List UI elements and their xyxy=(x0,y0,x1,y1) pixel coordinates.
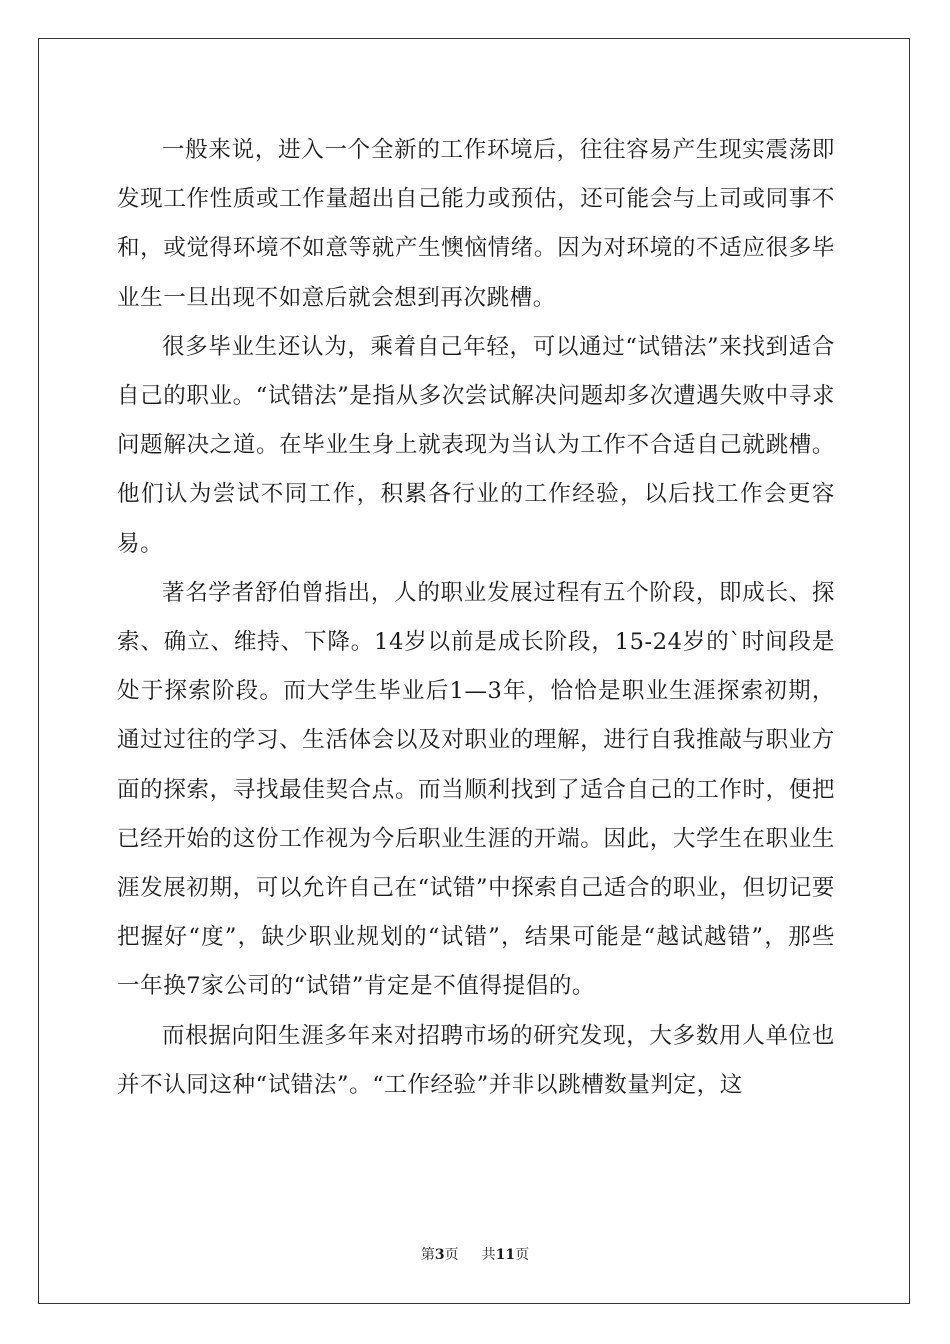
total-suffix: 页 xyxy=(515,1247,530,1263)
total-prefix: 共 xyxy=(481,1247,496,1263)
total-pages: 11 xyxy=(495,1247,516,1263)
paragraph-2: 很多毕业生还认为，乘着自己年轻，可以通过“试错法”来找到适合自己的职业。“试错法”是指从多次尝试解决问题却多次遭遇失败中寻求问题解决之道。在毕业生身上就表现为当认为工作不合适自己就跳槽。他们认为尝试不同工作，积累各行业的工作经验，以后找工作会更容易。 xyxy=(117,333,835,557)
paragraph-1: 一般来说，进入一个全新的工作环境后，往往容易产生现实震荡即发现工作性质或工作量超出自己能力或预估，还可能会与上司或同事不和，或觉得环境不如意等就产生懊恼情绪。因为对环境的不适应很多毕业生一旦出现不如意后就会想到再次跳槽。 xyxy=(117,137,835,311)
page-footer xyxy=(0,1244,950,1264)
paragraph-3: 著名学者舒伯曾指出，人的职业发展过程有五个阶段，即成长、探索、确立、维持、下降。14岁以前是成长阶段，15-24岁的`时间段是处于探索阶段。而大学生毕业后1—3年，恰恰是职业生涯探索初期，通过过往的学习、生活体会以及对职业的理解，进行自我推敲与职业方面的探索，寻找最佳契合点。而当顺利找到了适合自己的工作时，便把已经开始的这份工作视为今后职业生涯的开端。因此，大学生在职业生涯发展初期，可以允许自己在“试错”中探索自己适合的职业，但切记要把握好“度”，缺少职业规划的“试错”，结果可能是“越试越错”，那些一年换7家公司的“试错”肯定是不值得提倡的。 xyxy=(117,579,835,1000)
page-suffix: 页 xyxy=(444,1247,459,1263)
page-number: 3 xyxy=(434,1247,445,1263)
paragraph-4: 而根据向阳生涯多年来对招聘市场的研究发现，大多数用人单位也并不认同这种“试错法”。“工作经验”并非以跳槽数量判定，这 xyxy=(117,1022,835,1098)
document-body xyxy=(117,126,835,1110)
page-prefix: 第 xyxy=(420,1247,435,1263)
